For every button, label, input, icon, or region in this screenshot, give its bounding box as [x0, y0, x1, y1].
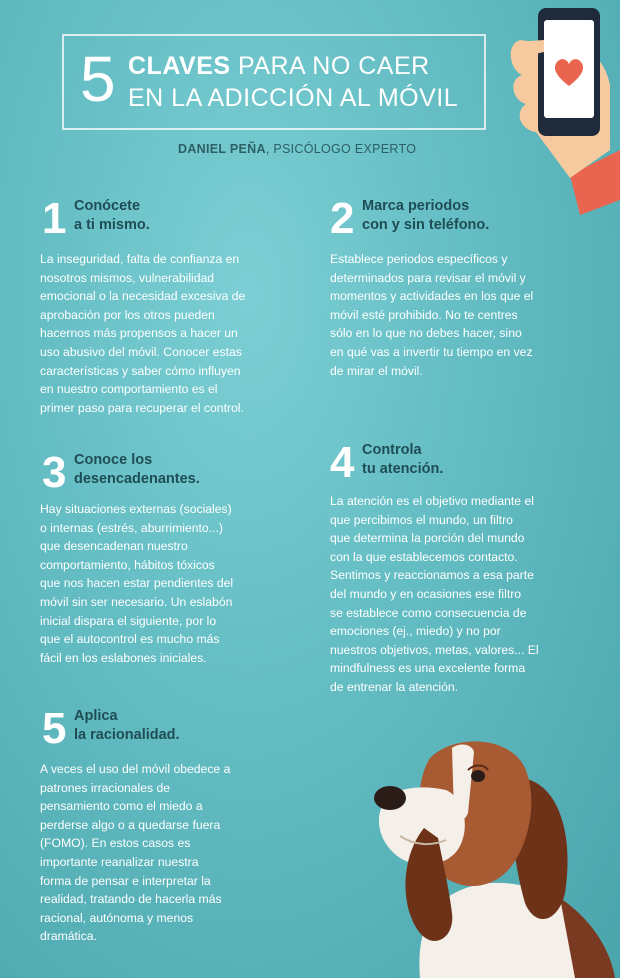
section-title-line: Marca periodos	[362, 198, 470, 214]
section-title-line: Conoce los	[74, 452, 153, 468]
body-line: Establece periodos específicos y	[330, 252, 508, 266]
dog-illustration-icon	[360, 718, 620, 978]
body-line: de entrenar la atención.	[330, 679, 459, 694]
title-line-1-rest: PARA NO CAER	[230, 52, 430, 80]
section-number: 3	[42, 448, 67, 497]
title-bold-word: CLAVES	[128, 52, 231, 80]
section-body	[330, 492, 539, 697]
body-line: (FOMO). En estos casos es	[40, 836, 191, 851]
body-line: uso abusivo del móvil. Conocer estas	[40, 344, 242, 359]
body-line: importante reanalizar nuestra	[40, 854, 199, 869]
body-line: que nos hacen estar pendientes del	[40, 576, 234, 591]
body-line: o internas (estrés, aburrimiento...)	[40, 520, 223, 535]
body-line: fácil en los eslabones iniciales.	[40, 650, 207, 665]
author-credit	[178, 142, 416, 156]
section-title-line: desencadenantes.	[74, 471, 200, 487]
section-number: 5	[42, 704, 67, 753]
body-line: primer paso para recuperar el control.	[40, 400, 244, 415]
body-line: en nuestro comportamiento es el	[40, 382, 218, 397]
body-line: perderse algo o a quedarse fuera	[40, 817, 221, 832]
section-title	[74, 707, 180, 745]
body-line: móvil sin ser necesario. Un eslabón	[40, 594, 233, 609]
section-number: 2	[330, 194, 355, 243]
body-line: Sentimos y reaccionamos a esa parte	[330, 568, 534, 583]
body-line: se establece como consecuencia de	[330, 605, 527, 620]
title-line-2: EN LA ADICCIÓN AL MÓVIL	[128, 84, 459, 112]
body-line: que desencadenan nuestro	[40, 539, 188, 554]
body-line: emocional o la necesidad excesiva de	[40, 289, 246, 304]
body-line: determinados para revisar el móvil y	[330, 270, 526, 285]
body-line: Hay situaciones externas (sociales)	[40, 502, 232, 516]
section-title-line: tu atención.	[362, 461, 444, 477]
section-title-line: Controla	[362, 442, 422, 458]
body-line: comportamiento, hábitos tóxicos	[40, 557, 215, 572]
body-line: características y saber cómo influyen	[40, 363, 241, 378]
author-name: DANIEL PEÑA	[178, 142, 266, 156]
body-line: La atención es el objetivo mediante el	[330, 494, 534, 508]
body-line: que el autocontrol es mucho más	[40, 632, 220, 647]
section-body	[40, 760, 230, 946]
section-title-line: Conócete	[74, 198, 141, 214]
body-line: A veces el uso del móvil obedece a	[40, 762, 231, 776]
body-line: aprobación por los otros pueden	[40, 307, 215, 322]
body-line: mindfulness es una excelente forma	[330, 661, 526, 676]
body-line: hacernos más propensos a hacer un	[40, 326, 238, 341]
section-title	[74, 197, 150, 235]
body-line: en qué vas a invertir tu tiempo en vez	[330, 344, 533, 359]
section-title	[74, 451, 200, 489]
body-line: forma de pensar e interpretar la	[40, 873, 211, 888]
body-line: dramática.	[40, 929, 97, 944]
body-line: con la que establecemos contacto.	[330, 549, 518, 564]
section-title	[362, 197, 489, 235]
body-line: pensamiento como el miedo a	[40, 799, 203, 814]
body-line: inicial dispara el siguiente, por lo	[40, 613, 217, 628]
body-line: realidad, tratando de hacerla más	[40, 892, 222, 907]
section-number: 1	[42, 194, 67, 243]
body-line: que percibimos el mundo, un filtro	[330, 512, 513, 527]
section-title	[362, 441, 443, 479]
title-number: 5	[80, 43, 116, 115]
body-line: emociones (ej., miedo) y no por	[330, 624, 501, 639]
body-line: del mundo y en ocasiones ese filtro	[330, 586, 522, 601]
section-body	[40, 250, 245, 417]
body-line: que determina la porción del mundo	[330, 531, 525, 546]
section-title-line: la racionalidad.	[74, 727, 180, 743]
body-line: La inseguridad, falta de confianza en	[40, 252, 240, 266]
body-line: patrones irracionales de	[40, 780, 171, 795]
body-line: de mirar el móvil.	[330, 363, 423, 378]
title-line-1	[128, 52, 430, 80]
section-number: 4	[330, 438, 355, 487]
body-line: móvil esté prohibido. No te centres	[330, 307, 518, 322]
title-frame	[62, 34, 486, 130]
section-body	[40, 500, 233, 667]
body-line: racional, autónoma y menos	[40, 910, 194, 925]
author-role: , PSICÓLOGO EXPERTO	[265, 142, 417, 156]
body-line: nuestros objetivos, metas, valores... El	[330, 642, 539, 657]
section-title-line: con y sin teléfono.	[362, 217, 490, 233]
section-title-line: a ti mismo.	[74, 217, 150, 233]
body-line: momentos y actividades en los que el	[330, 289, 534, 304]
body-line: nosotros mismos, vulnerabilidad	[40, 270, 215, 285]
body-line: sólo en lo que no debes hacer, sino	[330, 326, 522, 341]
section-body	[330, 250, 533, 380]
section-title-line: Aplica	[74, 708, 118, 724]
